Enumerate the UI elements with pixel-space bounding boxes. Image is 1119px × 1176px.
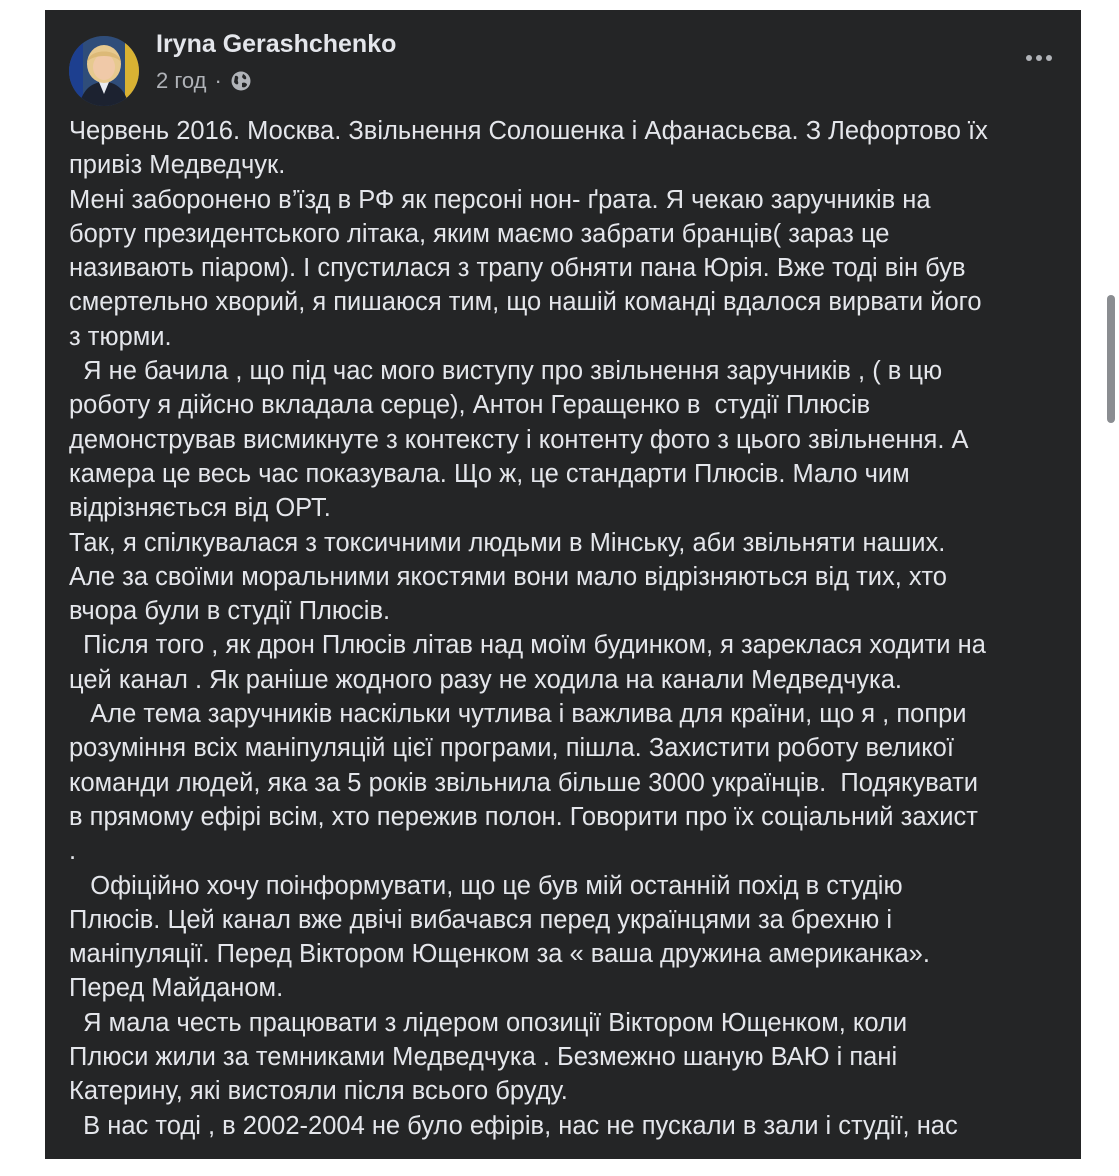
post-text-line: привіз Медведчук. xyxy=(69,151,286,180)
post-text-line: Катерину, які вистояли після всього бруду. xyxy=(69,1077,568,1106)
post-text-line: роботу я дійсно вкладала серце), Антон Геращенко в студії Плюсів xyxy=(69,391,871,420)
avatar-photo xyxy=(69,36,139,106)
meta-separator: · xyxy=(214,68,222,93)
post-text-line: команди людей, яка за 5 років звільнила більше 3000 українців. Подякувати xyxy=(69,768,979,797)
scrollbar-thumb[interactable] xyxy=(1107,295,1115,423)
post-text-line: вчора були в студії Плюсів. xyxy=(69,597,391,626)
author-avatar[interactable] xyxy=(69,36,139,106)
post-text-line: називають піаром). І спустилася з трапу обняти пана Юрія. Вже тоді він був xyxy=(69,254,966,283)
post-text-line: Після того , як дрон Плюсів літав над моїм будинком, я зареклася ходити на xyxy=(69,631,986,660)
post-text-line: . xyxy=(69,837,77,866)
post-meta xyxy=(156,66,252,96)
post-text-line: Я мала честь працювати з лідером опозиції Віктором Ющенком, коли xyxy=(69,1008,908,1037)
post-text-line: В нас тоді , в 2002-2004 не було ефірів, нас не пускали в зали і студії, нас xyxy=(69,1111,958,1140)
post-text-line: Мені заборонено в’їзд в РФ як персоні нон- ґрата. Я чекаю заручників на xyxy=(69,185,931,214)
post-text-line: цей канал . Як раніше жодного разу не ходила на канали Медведчука. xyxy=(69,665,902,694)
post-text-line: Офіційно хочу поінформувати, що це був мій останній похід в студію xyxy=(69,871,903,900)
post-text-line: камера це весь час показувала. Що ж, це стандарти Плюсів. Мало чим xyxy=(69,459,910,488)
post-header xyxy=(45,10,1081,110)
facebook-post xyxy=(45,10,1081,1159)
post-text-line: з тюрми. xyxy=(69,322,172,351)
post-text-line: Я не бачила , що під час мого виступу про звільнення заручників , ( в цю xyxy=(69,357,943,386)
post-text-line: борту президентського літака, яким маємо забрати бранців( зараз це xyxy=(69,219,890,248)
post-text-line: смертельно хворий, я пишаюся тим, що нашій команді вдалося вирвати його xyxy=(69,288,982,317)
post-text-line: Перед Майданом. xyxy=(69,974,284,1003)
post-text-line: Так, я спілкувалася з токсичними людьми в Мінську, аби звільняти наших. xyxy=(69,528,946,557)
post-text-line: Але за своїми моральними якостями вони мало відрізняються від тих, хто xyxy=(69,562,947,591)
post-text-line: розуміння всіх маніпуляцій цієї програми, пішла. Захистити роботу великої xyxy=(69,734,954,763)
globe-icon[interactable] xyxy=(230,70,252,92)
post-text-line: Плюсів. Цей канал вже двічі вибачався перед українцями за брехню і xyxy=(69,905,893,934)
more-options-icon[interactable] xyxy=(1019,46,1059,70)
post-timestamp[interactable]: 2 год xyxy=(156,68,207,93)
post-text-line: відрізняється від ОРТ. xyxy=(69,494,331,523)
post-text-line: Плюси жили за темниками Медведчука . Безмежно шаную ВАЮ і пані xyxy=(69,1043,898,1072)
post-text-line: демонстрував висмикнуте з контексту і контенту фото з цього звільнення. А xyxy=(69,425,969,454)
post-text-line: Червень 2016. Москва. Звільнення Солошенка і Афанасьєва. З Лефортово їх xyxy=(69,117,988,145)
post-text-line: Але тема заручників наскільки чутлива і важлива для країни, що я , попри xyxy=(69,700,967,729)
post-text-line: в прямому ефірі всім, хто пережив полон. Говорити про їх соціальний захист xyxy=(69,802,978,831)
post-text-line: маніпуляції. Перед Віктором Ющенком за « ваша дружина американка». xyxy=(69,940,930,969)
post-body xyxy=(69,114,1069,1143)
author-name[interactable]: Iryna Gerashchenko xyxy=(156,30,397,58)
